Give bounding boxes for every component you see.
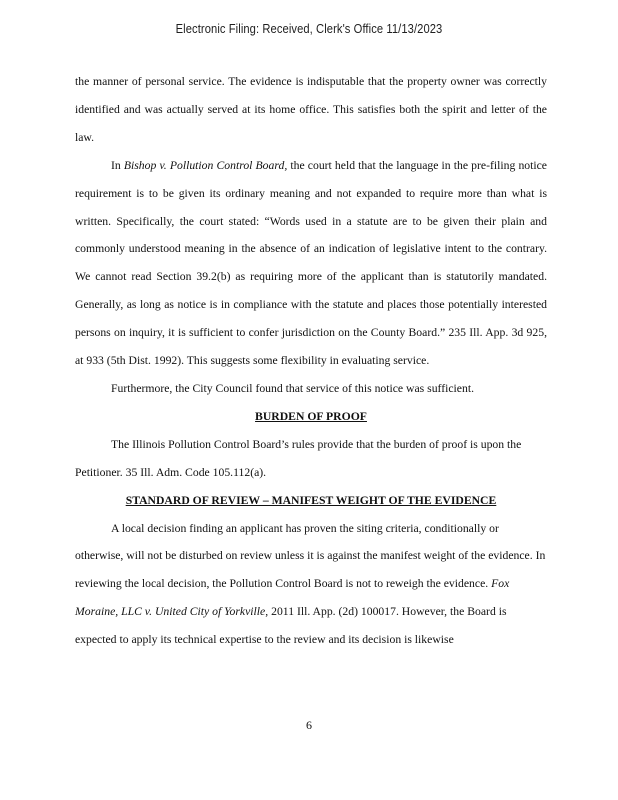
page-number: 6	[306, 718, 312, 732]
paragraph-bishop	[75, 152, 547, 375]
paragraph-city-council: Furthermore, the City Council found that service of this notice was sufficient.	[111, 381, 474, 395]
paragraph-sor-text-a: A local decision finding an applicant has proven the siting criteria, conditionally or otherwise, will not be disturbed on review unless it is against the manifest weight of the evidence. In reviewing the local decision, the Pollution Control Board is not to reweigh the evidence.	[75, 521, 546, 591]
paragraph-bishop-text: the court held that the language in the pre-filing notice requirement is to be given its ordinary meaning and not expanded to require more than what is written. Specifically, the court stated: “Words used in a statute are to be given their plain and commonly understood meaning in the absence of an indication of legislative intent to the contrary. We cannot read Section 39.2(b) as requiring more of the applicant than is statutorily mandated. Generally, as long as notice is in compliance with the statute and places those potentially interested persons on inquiry, it is sufficient to confer jurisdiction on the County Board.” 235 Ill. App. 3d 925, at 933 (5th Dist. 1992). This suggests some flexibility in evaluating service.	[75, 158, 547, 368]
paragraph-bishop-prefix: In	[111, 158, 124, 172]
body-text	[75, 68, 547, 654]
case-citation-fox-moraine: Fox Moraine, LLC v. United City of Yorkville	[75, 577, 510, 619]
heading-burden-of-proof: BURDEN OF PROOF	[255, 409, 367, 423]
paragraph-personal-service: the manner of personal service. The evidence is indisputable that the property owner was correctly identified and was actually served at its home office. This satisfies both the spirit and letter of the law.	[75, 75, 547, 144]
paragraph-sor-text-b: , 2011 Ill. App. (2d) 100017. However, the Board is expected to apply its technical expertise to the review and its decision is likewise	[75, 605, 507, 647]
case-citation-bishop: Bishop v. Pollution Control Board,	[123, 158, 288, 172]
filing-stamp: Electronic Filing: Received, Clerk's Office 11/13/2023	[175, 21, 443, 36]
paragraph-burden: The Illinois Pollution Control Board’s rules provide that the burden of proof is upon the Petitioner. 35 Ill. Adm. Code 105.112(a).	[75, 437, 522, 479]
heading-standard-of-review: STANDARD OF REVIEW – MANIFEST WEIGHT OF THE EVIDENCE	[125, 493, 497, 507]
paragraph-standard-of-review	[75, 515, 547, 655]
